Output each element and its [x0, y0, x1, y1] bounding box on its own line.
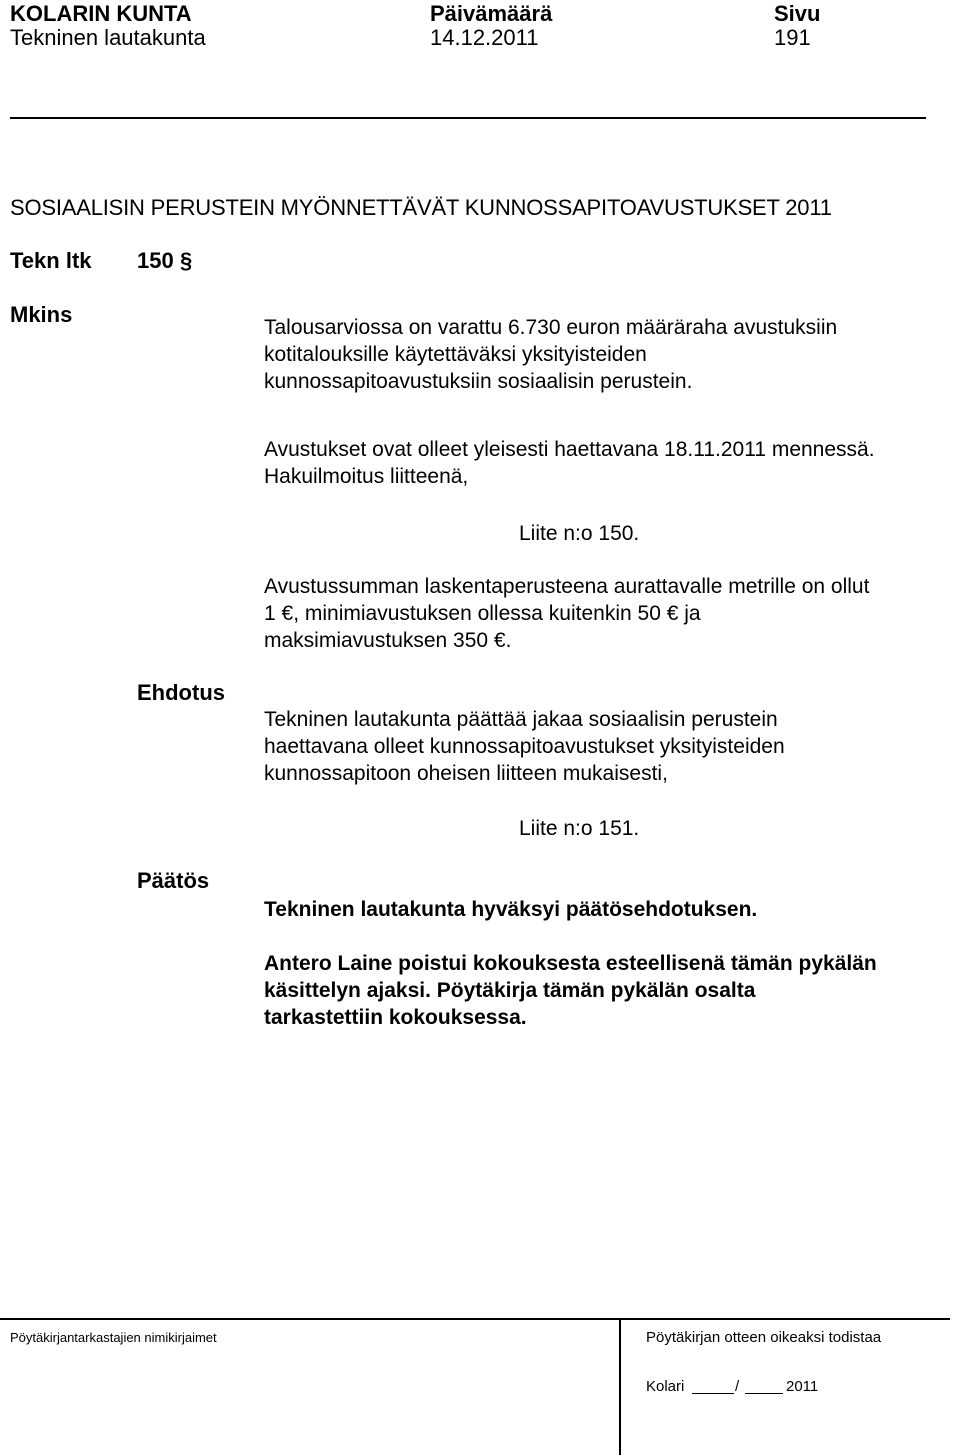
- decision-text: Tekninen lautakunta hyväksyi päätösehdotuksen.: [264, 898, 758, 921]
- proposal-label: Ehdotus: [137, 680, 225, 705]
- certification-label: Pöytäkirjan otteen oikeaksi todistaa: [646, 1329, 882, 1346]
- paragraph-line: Tekninen lautakunta päättää jakaa sosiaalisin perustein: [264, 708, 778, 731]
- paragraph-line: tarkastettiin kokouksessa.: [264, 1006, 527, 1029]
- paragraph-line: kotitalouksille käytettäväksi yksityisteiden: [264, 343, 647, 366]
- paragraph-line: haettavana olleet kunnossapitoavustukset yksityisteiden: [264, 735, 785, 758]
- paragraph-line: Avustukset ovat olleet yleisesti haettavana 18.11.2011 mennessä.: [264, 438, 875, 461]
- document-title: SOSIAALISIN PERUSTEIN MYÖNNETTÄVÄT KUNNOSSAPITOAVUSTUKSET 2011: [10, 195, 832, 220]
- paragraph-line: käsittelyn ajaksi. Pöytäkirja tämän pykälän osalta: [264, 979, 756, 1002]
- date-separator: /: [735, 1378, 740, 1395]
- preparer-label: Mkins: [10, 302, 73, 327]
- decision-label: Päätös: [137, 868, 210, 893]
- paragraph-calculation: [264, 573, 954, 654]
- attachment-reference: Liite n:o 151.: [519, 817, 640, 840]
- proposal-text: [264, 706, 954, 787]
- recusal-note: [264, 950, 954, 1031]
- signatures-label: Pöytäkirjantarkastajien nimikirjaimet: [10, 1330, 217, 1345]
- paragraph-budget: [264, 314, 954, 395]
- footer-top-rule: [0, 1318, 950, 1320]
- org-name: KOLARIN KUNTA: [10, 1, 192, 26]
- footer-vertical-rule: [619, 1318, 621, 1455]
- section-symbol: §: [180, 248, 193, 273]
- paragraph-line: maksimiavustuksen 350 €.: [264, 629, 512, 652]
- page-label: Sivu: [774, 1, 821, 26]
- attachment-reference: Liite n:o 150.: [519, 522, 640, 545]
- paragraph-line: Hakuilmoitus liitteenä,: [264, 465, 469, 488]
- certification-year: 2011: [786, 1378, 819, 1395]
- paragraph-line: 1 €, minimiavustuksen ollessa kuitenkin 50 € ja: [264, 602, 701, 625]
- committee-name: Tekninen lautakunta: [10, 25, 206, 50]
- header-divider: [10, 117, 926, 119]
- section-ref: Tekn ltk: [10, 248, 92, 273]
- certification-place: Kolari: [646, 1378, 685, 1395]
- month-blank-line: [745, 1393, 783, 1394]
- paragraph-line: Avustussumman laskentaperusteena aurattavalle metrille on ollut: [264, 575, 870, 598]
- paragraph-line: Talousarviossa on varattu 6.730 euron määräraha avustuksiin: [264, 316, 838, 339]
- paragraph-application: [264, 436, 954, 490]
- paragraph-line: kunnossapitoon oheisen liitteen mukaisesti,: [264, 762, 668, 785]
- date-value: 14.12.2011: [430, 25, 539, 50]
- date-label: Päivämäärä: [430, 1, 553, 26]
- paragraph-line: Antero Laine poistui kokouksesta esteellisenä tämän pykälän: [264, 952, 877, 975]
- page-number: 191: [774, 25, 811, 50]
- paragraph-line: kunnossapitoavustuksiin sosiaalisin perustein.: [264, 370, 693, 393]
- section-number: 150: [137, 248, 174, 273]
- day-blank-line: [692, 1393, 734, 1394]
